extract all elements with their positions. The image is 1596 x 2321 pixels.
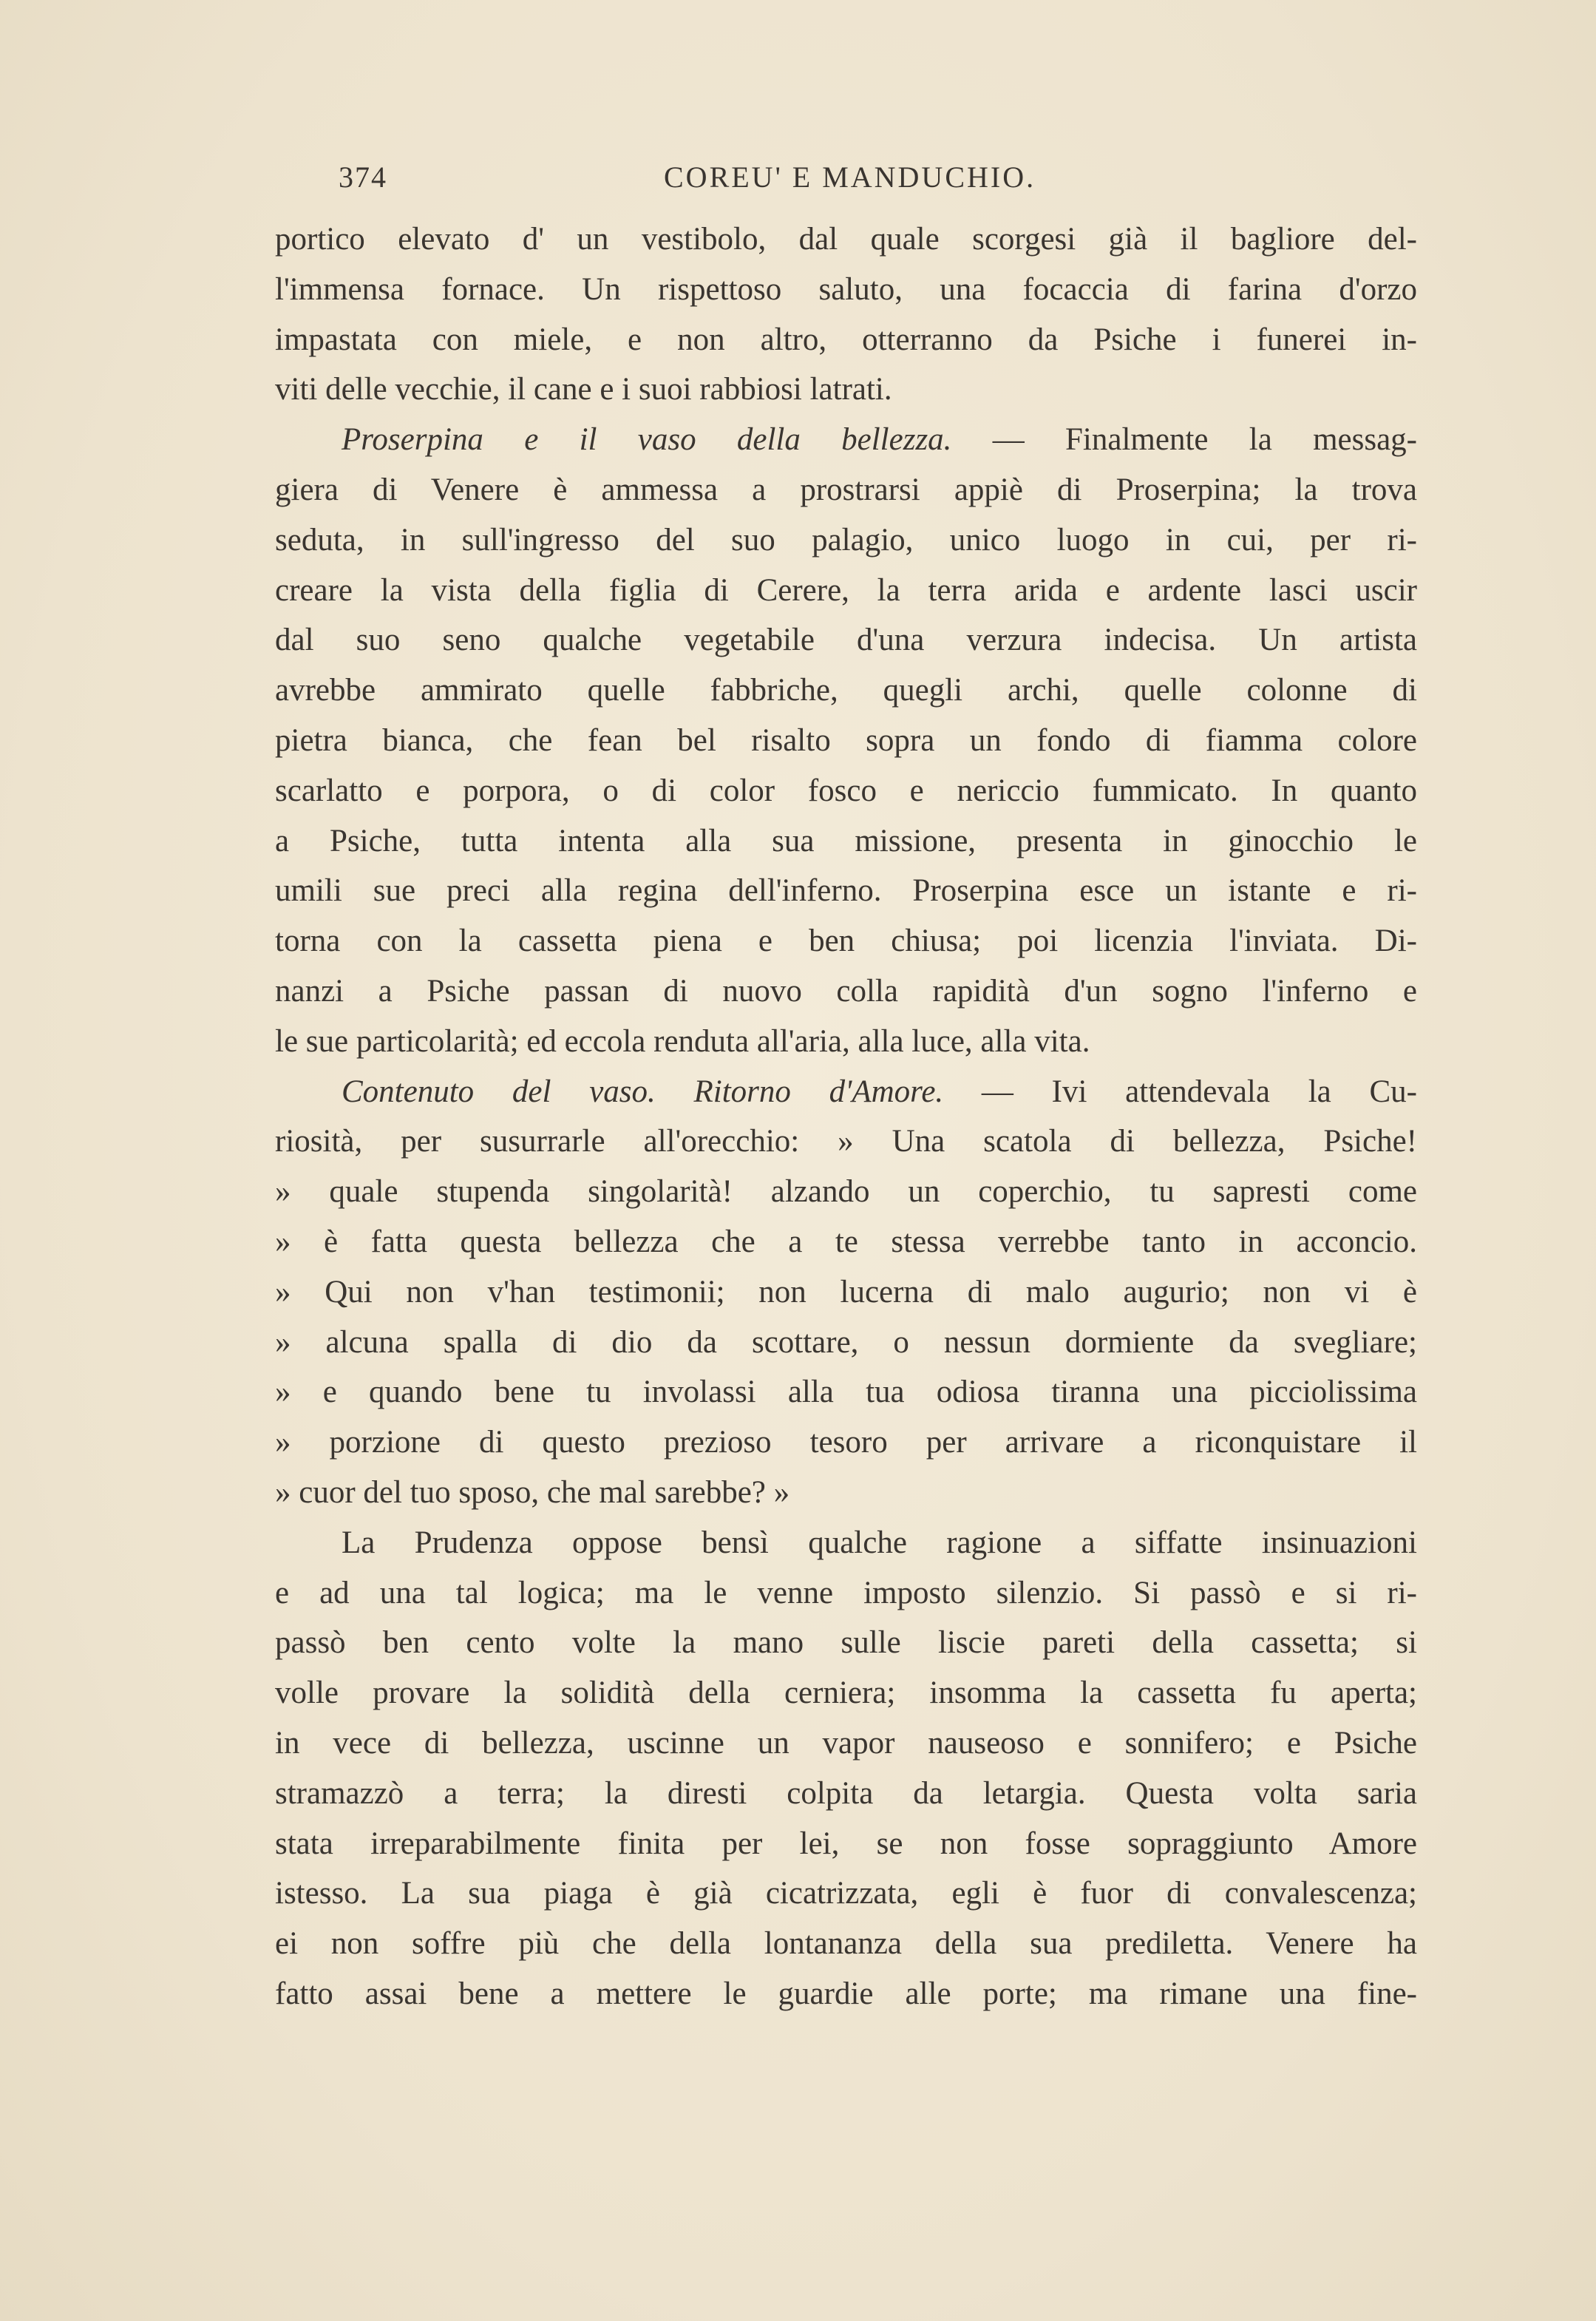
- line-text: l'immensa fornace. Un rispettoso saluto, una focaccia di farina d'orzo: [275, 271, 1417, 307]
- section-heading: Contenuto del vaso. Ritorno d'Amore.: [342, 1074, 944, 1109]
- text-line: [275, 1067, 1417, 1117]
- line-text: portico elevato d' un vestibolo, dal quale scorgesi già il bagliore del-: [275, 222, 1417, 257]
- text-line: [275, 716, 1417, 766]
- text-line: [275, 1868, 1417, 1919]
- body-text: [275, 214, 1417, 2019]
- line-text: riosità, per susurrarle all'orecchio: » Una scatola di bellezza, Psiche!: [275, 1124, 1417, 1159]
- text-line: [275, 515, 1417, 566]
- line-text: a Psiche, tutta intenta alla sua missione, presenta in ginocchio le: [275, 823, 1417, 858]
- line-text: passò ben cento volte la mano sulle liscie pareti della cassetta; si: [275, 1625, 1417, 1661]
- line-text: creare la vista della figlia di Cerere, la terra arida e ardente lasci uscir: [275, 572, 1417, 608]
- section-heading: Proserpina e il vaso della bellezza.: [342, 422, 952, 458]
- line-text: pietra bianca, che fean bel risalto sopra un fondo di fiamma colore: [275, 722, 1417, 758]
- text-line: [275, 1518, 1417, 1568]
- line-text: volle provare la solidità della cerniera; insomma la cassetta fu aperta;: [275, 1675, 1417, 1711]
- text-line: [275, 1367, 1417, 1417]
- line-text: seduta, in sull'ingresso del suo palagio, unico luogo in cui, per ri-: [275, 522, 1417, 558]
- text-line: [275, 766, 1417, 816]
- text-line: [275, 1117, 1417, 1167]
- text-line: [275, 566, 1417, 616]
- text-line: [275, 415, 1417, 465]
- line-text: nanzi a Psiche passan di nuovo colla rapidità d'un sogno l'inferno e: [275, 973, 1417, 1009]
- text-line: [275, 1919, 1417, 1969]
- line-text: istesso. La sua piaga è già cicatrizzata, egli è fuor di convalescenza;: [275, 1876, 1417, 1911]
- page-number: 374: [339, 160, 387, 194]
- text-line: [275, 1668, 1417, 1718]
- line-text: » è fatta questa bellezza che a te stessa verrebbe tanto in acconcio.: [275, 1224, 1417, 1259]
- line-text: La Prudenza oppose bensì qualche ragione a siffatte insinuazioni: [342, 1525, 1417, 1560]
- line-text: in vece di bellezza, uscinne un vapor nauseoso e sonnifero; e Psiche: [275, 1725, 1417, 1761]
- text-line: [275, 1718, 1417, 1769]
- line-text: giera di Venere è ammessa a prostrarsi appiè di Proserpina; la trova: [275, 472, 1417, 507]
- line-text: scarlatto e porpora, o di color fosco e nericcio fummicato. In quanto: [275, 773, 1417, 808]
- line-text: fatto assai bene a mettere le guardie alle porte; ma rimane una fine-: [275, 1976, 1417, 2011]
- line-text: — Ivi attendevala la Cu-: [943, 1074, 1417, 1109]
- text-line: [275, 1017, 1417, 1067]
- line-text: » Qui non v'han testimonii; non lucerna di malo augurio; non vi è: [275, 1274, 1417, 1309]
- text-line: [275, 916, 1417, 966]
- line-text: » quale stupenda singolarità! alzando un coperchio, tu sapresti come: [275, 1174, 1417, 1210]
- text-line: [275, 265, 1417, 315]
- text-line: [275, 1819, 1417, 1869]
- line-text: impastata con miele, e non altro, otterranno da Psiche i funerei in-: [275, 322, 1417, 357]
- text-line: [275, 1318, 1417, 1368]
- line-text: » cuor del tuo sposo, che mal sarebbe? »: [275, 1474, 790, 1510]
- line-text: dal suo seno qualche vegetabile d'una verzura indecisa. Un artista: [275, 623, 1417, 658]
- line-text: avrebbe ammirato quelle fabbriche, quegli archi, quelle colonne di: [275, 673, 1417, 708]
- text-line: [275, 1217, 1417, 1267]
- line-text: le sue particolarità; ed eccola renduta all'aria, alla luce, alla vita.: [275, 1023, 1090, 1059]
- running-title: COREU' E MANDUCHIO.: [664, 160, 1036, 194]
- text-line: [275, 465, 1417, 515]
- text-line: [275, 1167, 1417, 1217]
- line-text: viti delle vecchie, il cane e i suoi rabbiosi latrati.: [275, 372, 892, 407]
- text-line: [275, 816, 1417, 867]
- text-line: [275, 1969, 1417, 2019]
- line-text: stramazzò a terra; la diresti colpita da letargia. Questa volta saria: [275, 1775, 1417, 1811]
- page-header: [339, 160, 1418, 204]
- line-text: — Finalmente la messag-: [951, 422, 1417, 458]
- text-line: [275, 866, 1417, 916]
- text-line: [275, 966, 1417, 1017]
- text-line: [275, 1769, 1417, 1819]
- text-line: [275, 1618, 1417, 1668]
- text-line: [275, 1468, 1417, 1518]
- text-line: [275, 315, 1417, 365]
- text-line: [275, 615, 1417, 665]
- text-line: [275, 214, 1417, 265]
- line-text: » alcuna spalla di dio da scottare, o nessun dormiente da svegliare;: [275, 1324, 1417, 1360]
- text-line: [275, 1267, 1417, 1318]
- text-line: [275, 665, 1417, 716]
- text-line: [275, 1417, 1417, 1468]
- line-text: torna con la cassetta piena e ben chiusa; poi licenzia l'inviata. Di-: [275, 924, 1417, 959]
- line-text: » e quando bene tu involassi alla tua odiosa tiranna una picciolissima: [275, 1375, 1417, 1410]
- line-text: e ad una tal logica; ma le venne imposto silenzio. Si passò e si ri-: [275, 1575, 1417, 1610]
- text-line: [275, 365, 1417, 415]
- line-text: » porzione di questo prezioso tesoro per arrivare a riconquistare il: [275, 1425, 1417, 1460]
- line-text: stata irreparabilmente finita per lei, se non fosse sopraggiunto Amore: [275, 1826, 1417, 1861]
- line-text: umili sue preci alla regina dell'inferno. Proserpina esce un istante e ri-: [275, 873, 1417, 909]
- text-line: [275, 1568, 1417, 1619]
- line-text: ei non soffre più che della lontananza della sua prediletta. Venere ha: [275, 1926, 1417, 1962]
